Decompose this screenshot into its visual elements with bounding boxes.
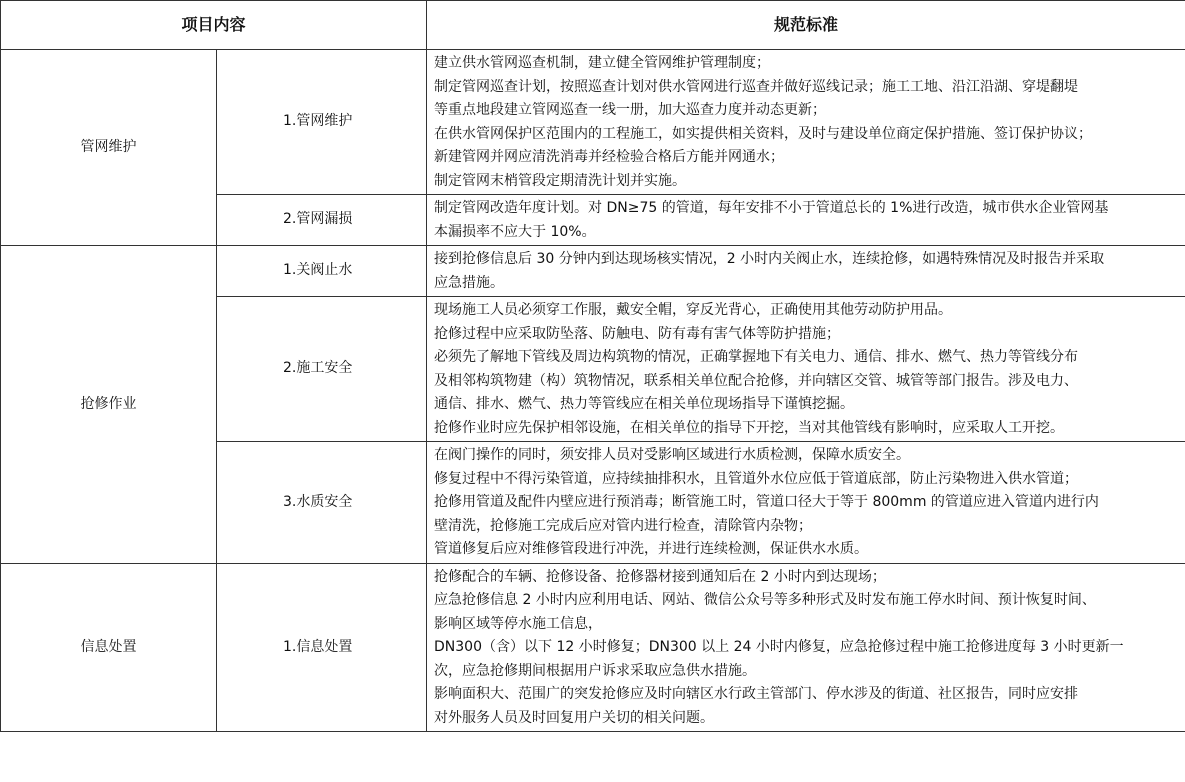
standard-line: 本漏损率不应大于 10%。 xyxy=(434,223,596,240)
category-cell: 抢修作业 xyxy=(1,246,217,564)
standard-line: 修复过程中不得污染管道，应持续抽排积水，且管道外水位应低于管道底部，防止污染物进入供水管道； xyxy=(434,470,1079,487)
standard-line: 建立供水管网巡查机制，建立健全管网维护管理制度； xyxy=(434,55,771,71)
standard-line: 对外服务人员及时回复用户关切的相关问题。 xyxy=(434,709,715,726)
subitem-cell: 2.施工安全 xyxy=(217,297,427,442)
standard-line: 管道修复后应对维修管段进行冲洗，并进行连续检测，保证供水水质。 xyxy=(434,541,869,557)
standard-line: 必须先了解地下管线及周边构筑物的情况，正确掌握地下有关电力、通信、排水、燃气、热力等管线分布 xyxy=(434,349,1079,365)
table-row xyxy=(1,246,1185,297)
header-item-content: 项目内容 xyxy=(1,1,427,50)
standard-line: 等重点地段建立管网巡查一线一册，加大巡查力度并动态更新； xyxy=(434,102,827,118)
standard-line: 在阀门操作的同时，须安排人员对受影响区域进行水质检测，保障水质安全。 xyxy=(434,447,911,463)
standard-line: 次，应急抢修期间根据用户诉求采取应急供水措施。 xyxy=(434,662,757,679)
standard-cell xyxy=(427,442,1185,564)
standard-line: 现场施工人员必须穿工作服，戴安全帽，穿反光背心，正确使用其他劳动防护用品。 xyxy=(434,302,953,318)
category-cell: 管网维护 xyxy=(1,50,217,246)
standard-line: 应急措施。 xyxy=(434,274,505,291)
header-row xyxy=(1,1,1185,50)
standard-line: 影响面积大、范围广的突发抢修应及时向辖区水行政主管部门、停水涉及的街道、社区报告，同时应安排 xyxy=(434,686,1079,702)
standard-line: 抢修配合的车辆、抢修设备、抢修器材接到通知后在 2 小时内到达现场； xyxy=(434,568,886,585)
standard-cell xyxy=(427,246,1185,297)
standard-line: 及相邻构筑物建（构）筑物情况，联系相关单位配合抢修，并向辖区交管、城管等部门报告。涉及电力、 xyxy=(434,372,1079,389)
category-cell: 信息处置 xyxy=(1,563,217,732)
standard-line: DN300（含）以下 12 小时修复；DN300 以上 24 小时内修复，应急抢修过程中施工抢修进度每 3 小时更新一 xyxy=(434,639,1124,655)
standard-line: 在供水管网保护区范围内的工程施工，如实提供相关资料，及时与建设单位商定保护措施、签订保护协议； xyxy=(434,125,1093,142)
subitem-cell: 1.信息处置 xyxy=(217,563,427,732)
standard-line: 新建管网并网应清洗消毒并经检验合格后方能并网通水； xyxy=(434,149,785,165)
standard-cell xyxy=(427,563,1185,732)
standard-line: 制定管网改造年度计划。对 DN≥75 的管道，每年安排不小于管道总长的 1%进行改造，城市供水企业管网基 xyxy=(434,200,1109,216)
header-standard: 规范标准 xyxy=(427,1,1185,50)
standard-line: 抢修过程中应采取防坠落、防触电、防有毒有害气体等防护措施； xyxy=(434,325,841,342)
standard-line: 接到抢修信息后 30 分钟内到达现场核实情况，2 小时内关阀止水，连续抢修，如遇特殊情况及时报告并采取 xyxy=(434,251,1105,267)
standard-line: 通信、排水、燃气、热力等管线应在相关单位现场指导下谨慎挖掘。 xyxy=(434,396,855,412)
standard-cell xyxy=(427,195,1185,246)
subitem-cell: 1.管网维护 xyxy=(217,50,427,195)
standard-cell xyxy=(427,50,1185,195)
subitem-cell: 1.关阀止水 xyxy=(217,246,427,297)
standard-line: 壁清洗，抢修施工完成后应对管内进行检查，清除管内杂物； xyxy=(434,517,813,534)
standard-line: 制定管网末梢管段定期清洗计划并实施。 xyxy=(434,172,687,189)
subitem-cell: 2.管网漏损 xyxy=(217,195,427,246)
standard-cell xyxy=(427,297,1185,442)
subitem-cell: 3.水质安全 xyxy=(217,442,427,564)
table-row xyxy=(1,563,1185,732)
standard-line: 抢修作业时应先保护相邻设施，在相关单位的指导下开挖，当对其他管线有影响时，应采取人工开挖。 xyxy=(434,419,1065,436)
standard-line: 应急抢修信息 2 小时内应利用电话、网站、微信公众号等多种形式及时发布施工停水时间、预计恢复时间、 xyxy=(434,592,1096,608)
standard-line: 影响区域等停水施工信息， xyxy=(434,615,603,632)
standard-line: 制定管网巡查计划，按照巡查计划对供水管网进行巡查并做好巡线记录；施工工地、沿江沿湖、穿堤翻堤 xyxy=(434,78,1079,95)
table-row xyxy=(1,50,1185,195)
standard-line: 抢修用管道及配件内壁应进行预消毒；断管施工时，管道口径大于等于 800mm 的管道应进入管道内进行内 xyxy=(434,494,1099,510)
